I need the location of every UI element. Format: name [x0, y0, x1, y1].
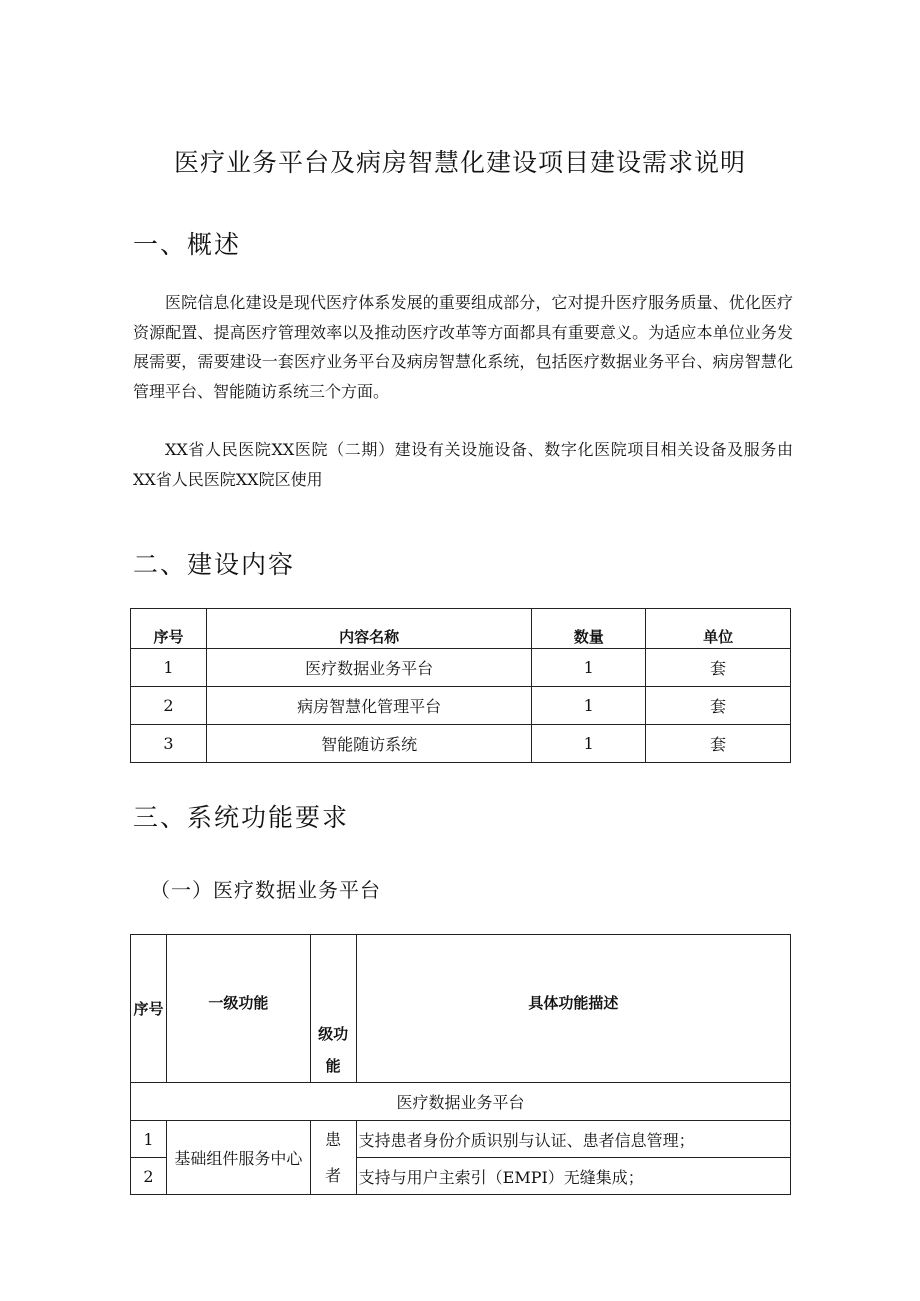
overview-paragraph-1: 医院信息化建设是现代医疗体系发展的重要组成部分，它对提升医疗服务质量、优化医疗资源配置、提高医疗管理效率以及推动医疗改革等方面都具有重要意义。为适应本单位业务发展需要，需要建设一套医疗业务平台及病房智慧化系统，包括医疗数据业务平台、病房智慧化管理平台、智能随访系统三个方面。 [133, 293, 793, 401]
header-level2-line1: 级功 [318, 1025, 349, 1043]
cell-quantity: 1 [532, 687, 646, 725]
construction-content-table [130, 608, 791, 763]
document-title: 医疗业务平台及病房智慧化建设项目建设需求说明 [173, 148, 746, 177]
table-row [131, 725, 791, 763]
table-row [131, 1121, 791, 1158]
header-level2-function [310, 935, 356, 1083]
header-level2-line2: 能 [325, 1057, 341, 1075]
section-heading-functions: 三、系统功能要求 [133, 803, 350, 832]
function-requirements-table [130, 934, 791, 1195]
header-unit: 单位 [646, 609, 791, 649]
table-row [131, 687, 791, 725]
cell-quantity: 1 [532, 725, 646, 763]
table-row [131, 649, 791, 687]
header-quantity: 数量 [532, 609, 646, 649]
header-description: 具体功能描述 [356, 935, 790, 1083]
table-header-row [131, 935, 791, 1083]
cell-seq: 2 [131, 1158, 167, 1195]
table-header-row [131, 609, 791, 649]
subsection-heading-medical-platform: （一）医疗数据业务平台 [150, 878, 381, 902]
cell-content-name: 医疗数据业务平台 [206, 649, 531, 687]
section-heading-construction: 二、建设内容 [133, 550, 296, 579]
cell-description: 支持患者身份介质识别与认证、患者信息管理； [356, 1121, 790, 1158]
cell-content-name: 病房智慧化管理平台 [206, 687, 531, 725]
cell-level2-function [310, 1121, 356, 1195]
cell-unit: 套 [646, 725, 791, 763]
table-group-row [131, 1083, 791, 1121]
header-seq: 序号 [131, 935, 167, 1083]
overview-paragraph-2: XX省人民医院XX医院（二期）建设有关设施设备、数字化医院项目相关设备及服务由XX省人民医院XX院区使用 [133, 440, 793, 489]
group-title: 医疗数据业务平台 [131, 1083, 791, 1121]
cell-seq: 1 [131, 1121, 167, 1158]
cell-level2-line1: 患 [325, 1129, 342, 1149]
cell-description: 支持与用户主索引（EMPI）无缝集成； [356, 1158, 790, 1195]
cell-unit: 套 [646, 649, 791, 687]
cell-level2-line2: 者 [325, 1165, 342, 1185]
cell-unit: 套 [646, 687, 791, 725]
header-level1-function: 一级功能 [166, 935, 310, 1083]
header-content-name: 内容名称 [206, 609, 531, 649]
cell-level1-function: 基础组件服务中心 [166, 1121, 310, 1195]
cell-quantity: 1 [532, 649, 646, 687]
cell-seq: 3 [131, 725, 207, 763]
cell-seq: 1 [131, 649, 207, 687]
cell-content-name: 智能随访系统 [206, 725, 531, 763]
header-seq: 序号 [131, 609, 207, 649]
cell-seq: 2 [131, 687, 207, 725]
section-heading-overview: 一、概述 [133, 230, 242, 259]
